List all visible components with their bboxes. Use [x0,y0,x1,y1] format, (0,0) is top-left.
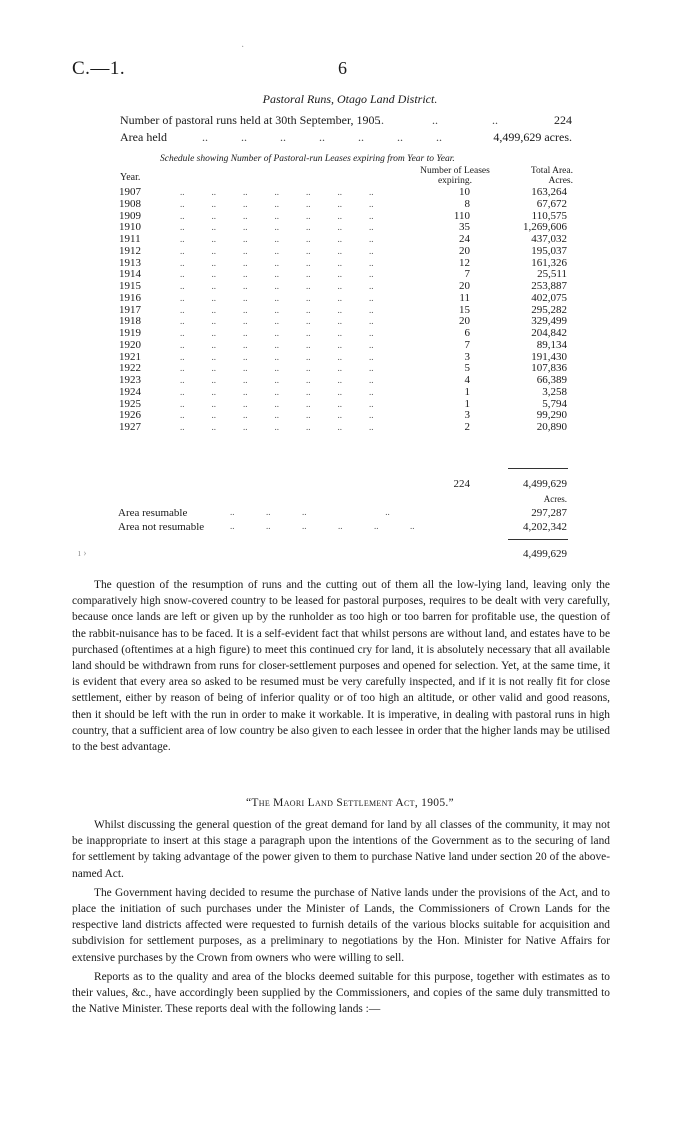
area-cell: 5,794 [542,397,567,410]
leases-cell: 10 [459,186,470,198]
table-row [0,281,700,293]
total-rule [508,468,568,469]
paragraph-text: The question of the resumption of runs and the cutting out of them all the low-lying land, leaving only the comparatively high snow-covered country to be leased for pastoral purposes, requires to be dealt with very carefully, because once lands are left or given up by the runholder as too high or too barren for profitable use, the question of the rabbit-nuisance has to be faced. It is a self-evident fact that whilst persons are without land, and estates have to be purchased (oftentimes at a high figure) to meet this continued cry for land, it is absolutely necessary that all available land should be withdrawn from runs for closer-settlement purposes and opened for selection. Yet, at the same time, it is evident that every area so asked to be resumed must be very carefully inspected, and if it is not really fit for close settlement, either by reason of being of inferior quality or of too high an altitude, or other valid and good reasons, then it should be left with the run in order to make it workable. It is imperative, in dealing with pastoral runs in high country, that a sufficient area of low country be also given to each lessee in order that the higher lands may be utilised to the best advantage. [72,579,610,754]
leader-dots: .. .. .. .. .. .. [230,521,415,531]
paragraph-text: Reports as to the quality and area of the blocks deemed suitable for this purpose, together with estimates as to their values, &c., have accordingly been supplied by the Commissioners, and copies of the same duly transmitted to the Native Minister. These reports deal with the following lands :— [72,970,610,1016]
year-cell: 1927 [119,421,141,433]
leases-cell: 6 [464,327,470,339]
summary-area-held [120,130,572,146]
summary-label: Number of pastoral runs held at 30th September, 1905 [120,113,381,127]
area-cell: 329,499 [531,315,567,328]
year-cell: 1921 [119,350,141,363]
table-row [0,246,700,258]
paragraph-maori-land [72,817,610,1017]
leases-cell: 4 [464,374,470,386]
year-cell: 1909 [119,209,141,222]
leader-dots: .. .. .. .. .. .. .. [180,292,374,303]
resumable-unit: Acres. [543,494,567,504]
leader-dots: .. .. .. .. .. .. .. [180,398,374,409]
table-row [0,399,700,411]
year-cell: 1920 [119,338,141,351]
area-cell: 1,269,606 [523,221,567,234]
total-area: 4,499,629 [523,478,567,490]
leases-cell: 35 [459,221,470,234]
year-cell: 1918 [119,315,141,328]
leases-cell: 3 [464,350,470,363]
area-cell: 110,575 [531,209,567,222]
leader-dots: .. .. .. .. .. .. .. [180,339,374,350]
leases-cell: 5 [464,362,470,375]
leader-dots: .. .. .. .. .. .. .. [180,375,374,385]
area-cell: 195,037 [531,244,567,257]
leases-cell: 24 [459,233,470,245]
area-cell: 107,836 [531,362,567,375]
summary-value: 4,499,629 acres. [493,130,572,144]
area-cell: 67,672 [536,197,567,210]
summary-label: Area held [120,130,167,144]
table-row [0,316,700,328]
table-row [0,363,700,375]
table-row [0,187,700,199]
resumable-value: 4,202,342 [523,521,567,533]
resumable-label: Area not resumable [118,521,205,533]
leader-dots: .. .. .. .. .. .. .. [180,386,374,397]
area-cell: 99,290 [536,409,567,422]
year-cell: 1907 [119,186,141,198]
year-cell: 1917 [119,303,141,316]
table-row [0,352,700,364]
table-row [0,305,700,317]
column-header-area [505,166,573,186]
not-resumable-row [118,521,567,535]
year-cell: 1913 [119,256,141,269]
area-cell: 402,075 [531,291,567,304]
area-cell: 163,264 [531,186,567,198]
table-row [0,328,700,340]
scan-speck: · [241,42,245,53]
year-cell: 1925 [119,397,141,410]
leader-dots: .. .. .. .. .. .. .. [180,304,374,315]
table-row [0,387,700,399]
year-cell: 1922 [119,362,141,375]
resumable-row [118,507,567,521]
leader-dots: .. .. .. .. .. .. .. [180,422,374,432]
document-reference: C.—1. [72,58,126,79]
area-cell: 295,282 [531,303,567,316]
table-row [0,211,700,223]
area-cell: 204,842 [531,327,567,339]
leases-cell: 2 [464,421,470,433]
table-row [0,269,700,281]
leader-dots: .. .. .. .. .. .. .. [180,316,374,327]
leases-cell: 11 [459,291,470,304]
table-row [0,410,700,422]
area-cell: 161,326 [531,256,567,269]
leader-dots: .. .. .. .. .. .. .. [180,198,374,209]
column-header-year: Year. [120,172,141,183]
grand-total-rule [508,539,568,540]
year-cell: 1915 [119,280,141,292]
resumable-value: 297,287 [531,507,567,519]
leader-dots: .. .. .. .. .. .. .. [180,269,374,280]
leader-dots: .. .. .. .. .. .. .. [202,130,442,144]
leader-dots: .. .. .. .. .. .. .. [180,363,374,374]
year-cell: 1916 [119,291,141,304]
summary-value: 224 [554,113,572,127]
table-row [0,258,700,270]
scan-speck: ı › [78,548,87,559]
leases-cell: 1 [464,385,470,398]
schedule-caption: Schedule showing Number of Pastoral-run Leases expiring from Year to Year. [160,154,455,164]
leases-cell: 110 [453,209,470,222]
area-cell: 25,511 [537,268,567,281]
leader-dots: .. .. .. .. .. .. .. [180,281,374,291]
year-cell: 1912 [119,244,141,257]
leader-dots: .. .. .. .. .. .. .. [180,222,374,233]
year-cell: 1910 [119,221,141,234]
table-row [0,340,700,352]
paragraph-resumption [72,577,610,755]
column-header-leases: Number of Leases expiring. [420,166,490,186]
leader-dots: .. .. .. .. .. .. .. [180,187,374,197]
leader-dots: .. .. .. .. .. .. .. [180,410,374,421]
leader-dots: .. .. .. [378,113,498,127]
leader-dots: .. .. .. .. [230,507,390,517]
paragraph-text: The Government having decided to resume the purchase of Native lands under the provisions of the Act, and to place the initiation of such purchases under the Minister of Lands, the Commissioners of Crown Lands for the respective land districts affected were requested to furnish details of the various blocks suitable for acquisition and subdivision for settlement purposes, as a preliminary to negotiations by the Hon. Minister for Native Affairs for extensive purchases by the Crown from owners who were willing to sell. [72,886,610,964]
leader-dots: .. .. .. .. .. .. .. [180,234,374,244]
leases-cell: 3 [464,409,470,422]
leader-dots: .. .. .. .. .. .. .. [180,257,374,268]
resumable-total: 4,499,629 [523,548,567,560]
year-cell: 1908 [119,197,141,210]
leases-cell: 1 [464,397,470,410]
year-cell: 1914 [119,268,141,281]
area-cell: 20,890 [536,421,567,433]
year-cell: 1919 [119,327,141,339]
leases-cell: 20 [459,244,470,257]
schedule-table [0,187,700,434]
leader-dots: .. .. .. .. .. .. .. [180,210,374,221]
page-number: 6 [338,58,347,78]
leases-cell: 8 [464,197,470,210]
act-subheading: “The Maori Land Settlement Act, 1905.” [246,797,454,809]
table-row [0,199,700,211]
area-cell: 89,134 [536,338,567,351]
resumable-label: Area resumable [118,507,188,519]
table-row [0,234,700,246]
leases-cell: 20 [459,315,470,328]
area-cell: 66,389 [536,374,567,386]
leases-cell: 7 [464,268,470,281]
table-row [0,422,700,434]
area-cell: 253,887 [531,280,567,292]
leases-cell: 20 [459,280,470,292]
table-row [0,293,700,305]
year-cell: 1924 [119,385,141,398]
leases-cell: 15 [459,303,470,316]
table-row [0,375,700,387]
table-row [0,222,700,234]
area-cell: 3,258 [542,385,567,398]
year-cell: 1923 [119,374,141,386]
column-header-area-unit: Acres. [548,176,573,186]
leader-dots: .. .. .. .. .. .. .. [180,328,374,338]
area-cell: 191,430 [531,350,567,363]
section-title: Pastoral Runs, Otago Land District. [262,92,438,106]
year-cell: 1911 [119,233,141,245]
column-header-area-label: Total Area. [530,166,573,176]
summary-runs-held [120,113,572,129]
leader-dots: .. .. .. .. .. .. .. [180,351,374,362]
year-cell: 1926 [119,409,141,422]
area-cell: 437,032 [531,233,567,245]
paragraph-text: Whilst discussing the general question of the great demand for land by all classes of the community, it may not be inappropriate to insert at this stage a paragraph upon the intentions of the Government as to the securing of land for settlement by taking advantage of the power given to them to purchase Native land under section 20 of the above-named Act. [72,819,610,880]
total-leases: 224 [453,478,470,490]
leases-cell: 12 [459,256,470,269]
leases-cell: 7 [464,338,470,351]
leader-dots: .. .. .. .. .. .. .. [180,245,374,256]
